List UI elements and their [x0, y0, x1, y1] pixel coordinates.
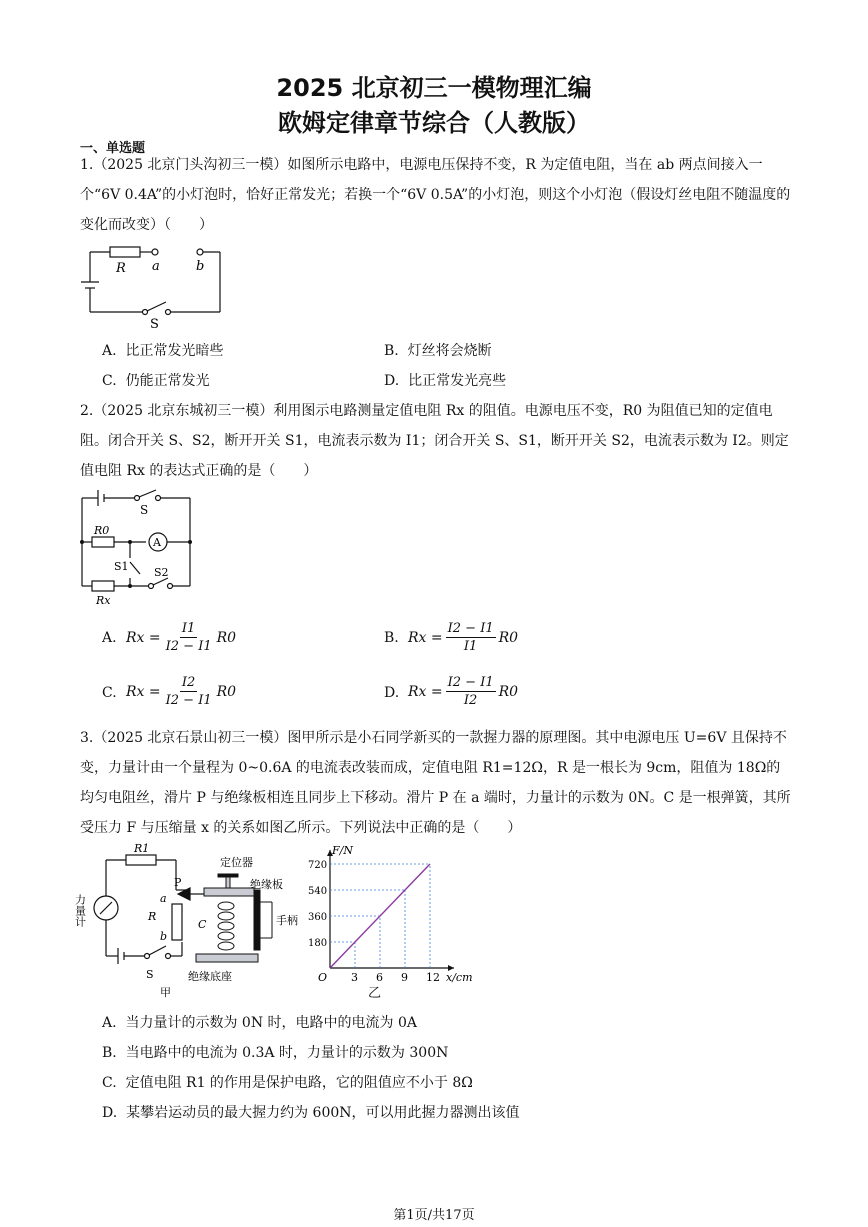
q2-option-d-formula[interactable]: Rx = $\frac{I2 - I1}{I2}$ R0	[408, 675, 519, 708]
q1-option-b[interactable]: B. 灯丝将会烧断	[384, 343, 492, 359]
q3-label-meter: 力量计	[73, 894, 87, 927]
q3-option-b[interactable]: B. 当电路中的电流为 0.3A 时，力量计的示数为 300N	[102, 1045, 449, 1061]
q2-option-d-letter[interactable]: D.	[384, 685, 400, 701]
y-tick-label: 180	[308, 938, 328, 949]
doc-title: 2025 北京初三一模物理汇编	[276, 74, 592, 102]
q1-option-c[interactable]: C. 仍能正常发光	[102, 373, 210, 389]
q1-label-a: a	[152, 259, 160, 274]
question-2-text: 2.（2025 北京东城初三一模）利用图示电路测量定值电阻 Rx 的阻值。电源电压不变，R0 为阻值已知的定值电阻。闭合开关 S、S2，断开开关 S1，电流表示数为 I1；闭合开关 S、S1，断开开关 S2，电流表示数为 I2。则定值电阻 Rx 的表达式正确的是（ ）	[80, 403, 789, 479]
q3-label-fig-b: 乙	[368, 986, 382, 1001]
q2-label-r0: R0	[94, 524, 110, 537]
x-tick-label: 12	[426, 971, 440, 984]
section-heading: 一、单选题	[80, 141, 146, 156]
q3-grip-device-diagram	[73, 842, 310, 999]
q3-label-a: a	[160, 892, 167, 905]
q3-option-c[interactable]: C. 定值电阻 R1 的作用是保护电路，它的阻值应不小于 8Ω	[102, 1075, 473, 1091]
y-axis-label: F/N	[332, 844, 353, 857]
q2-label-rx: Rx	[96, 594, 111, 607]
q3-force-compression-chart	[306, 842, 476, 1002]
q3-label-handle: 手柄	[276, 914, 298, 927]
q3-label-c: C	[198, 918, 207, 931]
x-tick-label: 6	[376, 971, 383, 984]
question-3-text: 3.（2025 北京石景山初三一模）图甲所示是小石同学新买的一款握力器的原理图。其中电源电压 U=6V 且保持不变，力量计由一个量程为 0~0.6A 的电流表改装而成，定值电阻 R1=12Ω，R 是一根长为 9cm，阻值为 18Ω的均匀电阻丝，滑片 P 与绝缘板相连且同步上下移动。滑片 P 在 a 端时，力量计的示数为 0N。C 是一根弹簧，其所受压力 F 与压缩量 x 的关系如图乙所示。下列说法中正确的是（ ）	[80, 730, 791, 836]
q1-label-s: S	[150, 317, 159, 332]
x-tick-label: 9	[401, 971, 408, 984]
q3-label-b: b	[160, 930, 168, 943]
q2-label-s: S	[140, 503, 149, 517]
q3-option-d[interactable]: D. 某攀岩运动员的最大握力约为 600N，可以用此握力器测出该值	[102, 1105, 520, 1121]
q3-label-positioner: 定位器	[220, 856, 253, 869]
q3-option-a[interactable]: A. 当力量计的示数为 0N 时，电路中的电流为 0A	[102, 1015, 417, 1031]
x-axis-label: x/cm	[446, 971, 473, 984]
question-1-text: 1.（2025 北京门头沟初三一模）如图所示电路中，电源电压保持不变，R 为定值电阻，当在 ab 两点间接入一个“6V 0.4A”的小灯泡时，恰好正常发光；若换一个“6V 0.5A”的小灯泡，则这个小灯泡（假设灯丝电阻不随温度的变化而改变）（ ）	[80, 157, 791, 233]
series-line	[330, 864, 430, 968]
page-footer: 第1页/共17页	[393, 1208, 475, 1223]
q3-label-r: R	[148, 910, 157, 923]
y-tick-label: 720	[308, 860, 328, 871]
x-tick-label: 3	[351, 971, 358, 984]
q3-label-fig-a: 甲	[160, 986, 171, 999]
q2-option-a-formula[interactable]: Rx = $\frac{I1}{I2 - I1}$ R0	[126, 621, 237, 654]
q1-label-r: R	[116, 261, 126, 276]
doc-subtitle: 欧姆定律章节综合（人教版）	[278, 109, 590, 137]
y-tick-label: 540	[308, 886, 328, 897]
q2-option-b-formula[interactable]: Rx = $\frac{I2 - I1}{I1}$ R0	[408, 621, 519, 654]
q2-circuit-diagram	[74, 488, 204, 606]
q1-circuit-diagram	[78, 240, 238, 332]
origin-label: O	[318, 971, 328, 984]
q3-label-base: 绝缘底座	[188, 970, 232, 983]
q2-ammeter-label: A	[153, 536, 161, 549]
q2-label-s2: S2	[154, 566, 169, 579]
q1-label-b: b	[196, 259, 205, 274]
q2-option-b-letter[interactable]: B.	[384, 630, 399, 646]
q3-label-insulating-plate: 绝缘板	[250, 878, 283, 891]
q3-label-s: S	[146, 968, 154, 981]
q2-option-a-letter[interactable]: A.	[102, 630, 117, 646]
y-tick-label: 360	[308, 912, 328, 923]
q3-label-r1: R1	[134, 842, 150, 855]
q1-option-a[interactable]: A. 比正常发光暗些	[102, 343, 224, 359]
q2-option-c-formula[interactable]: Rx = $\frac{I2}{I2 - I1}$ R0	[126, 675, 237, 708]
q1-option-d[interactable]: D. 比正常发光亮些	[384, 373, 507, 389]
q2-label-s1: S1	[114, 560, 129, 573]
q3-label-p: P	[174, 876, 182, 889]
q2-option-c-letter[interactable]: C.	[102, 685, 117, 701]
